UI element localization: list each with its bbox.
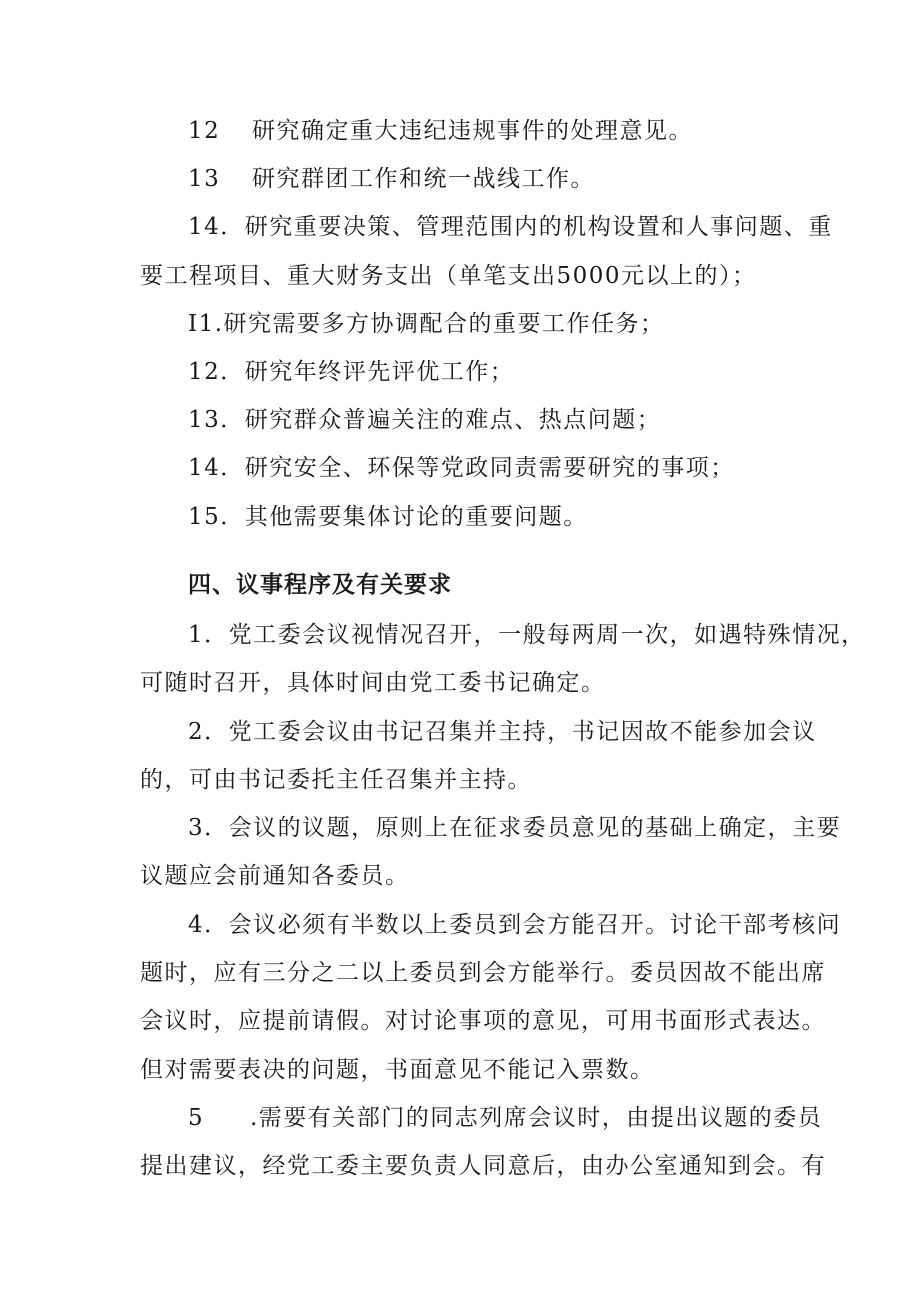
item-14-line: 14．研究重要决策、管理范围内的机构设置和人事问题、重 [188, 214, 833, 240]
item-13-line [188, 164, 595, 194]
paragraph-line: 的，可由书记委托主任召集并主持。 [140, 767, 532, 793]
section-heading: 四、议事程序及有关要求 [188, 572, 452, 598]
paragraph-line: 2．党工委会议由书记召集并主持，书记因故不能参加会议 [188, 719, 817, 745]
item-number: 13 [188, 166, 221, 192]
paragraph-line: 1．党工委会议视情况召开，一般每两周一次，如遇特殊情况， [188, 622, 866, 648]
paragraph-line: 提出建议，经党工委主要负责人同意后，由办公室通知到会。有 [140, 1153, 826, 1179]
list-item: 14．研究安全、环保等党政同责需要研究的事项； [188, 455, 735, 481]
paragraph-line: 议题应会前通知各委员。 [140, 863, 410, 889]
item-number: 12 [188, 118, 221, 144]
item-text: .需要有关部门的同志列席会议时，由提出议题的委员 [250, 1105, 823, 1131]
list-item: 12．研究年终评先评优工作； [188, 359, 515, 385]
list-item: 15．其他需要集体讨论的重要问题。 [188, 504, 588, 530]
item-12-line [188, 116, 693, 146]
paragraph-line: 可随时召开，具体时间由党工委书记确定。 [140, 670, 606, 696]
paragraph-line: 题时，应有三分之二以上委员到会方能举行。委员因故不能出席 [140, 960, 826, 986]
item-text: 研究群团工作和统一战线工作。 [252, 166, 595, 192]
list-item: I1.研究需要多方协调配合的重要工作任务； [188, 311, 665, 337]
item-text: 研究确定重大违纪违规事件的处理意见。 [252, 118, 693, 144]
paragraph-line: 4．会议必须有半数以上委员到会方能召开。讨论干部考核问 [188, 912, 842, 938]
item-number: 5 [188, 1105, 205, 1131]
item-5-line [188, 1103, 823, 1133]
paragraph-line: 但对需要表决的问题，书面意见不能记入票数。 [140, 1057, 655, 1083]
paragraph-line: 会议时，应提前请假。对讨论事项的意见，可用书面形式表达。 [140, 1008, 826, 1034]
list-item: 13．研究群众普遍关注的难点、热点问题； [188, 407, 662, 433]
paragraph-line: 3．会议的议题，原则上在征求委员意见的基础上确定，主要 [188, 815, 842, 841]
item-14-continuation: 要工程项目、重大财务支出（单笔支出5000元以上的）； [140, 263, 757, 289]
